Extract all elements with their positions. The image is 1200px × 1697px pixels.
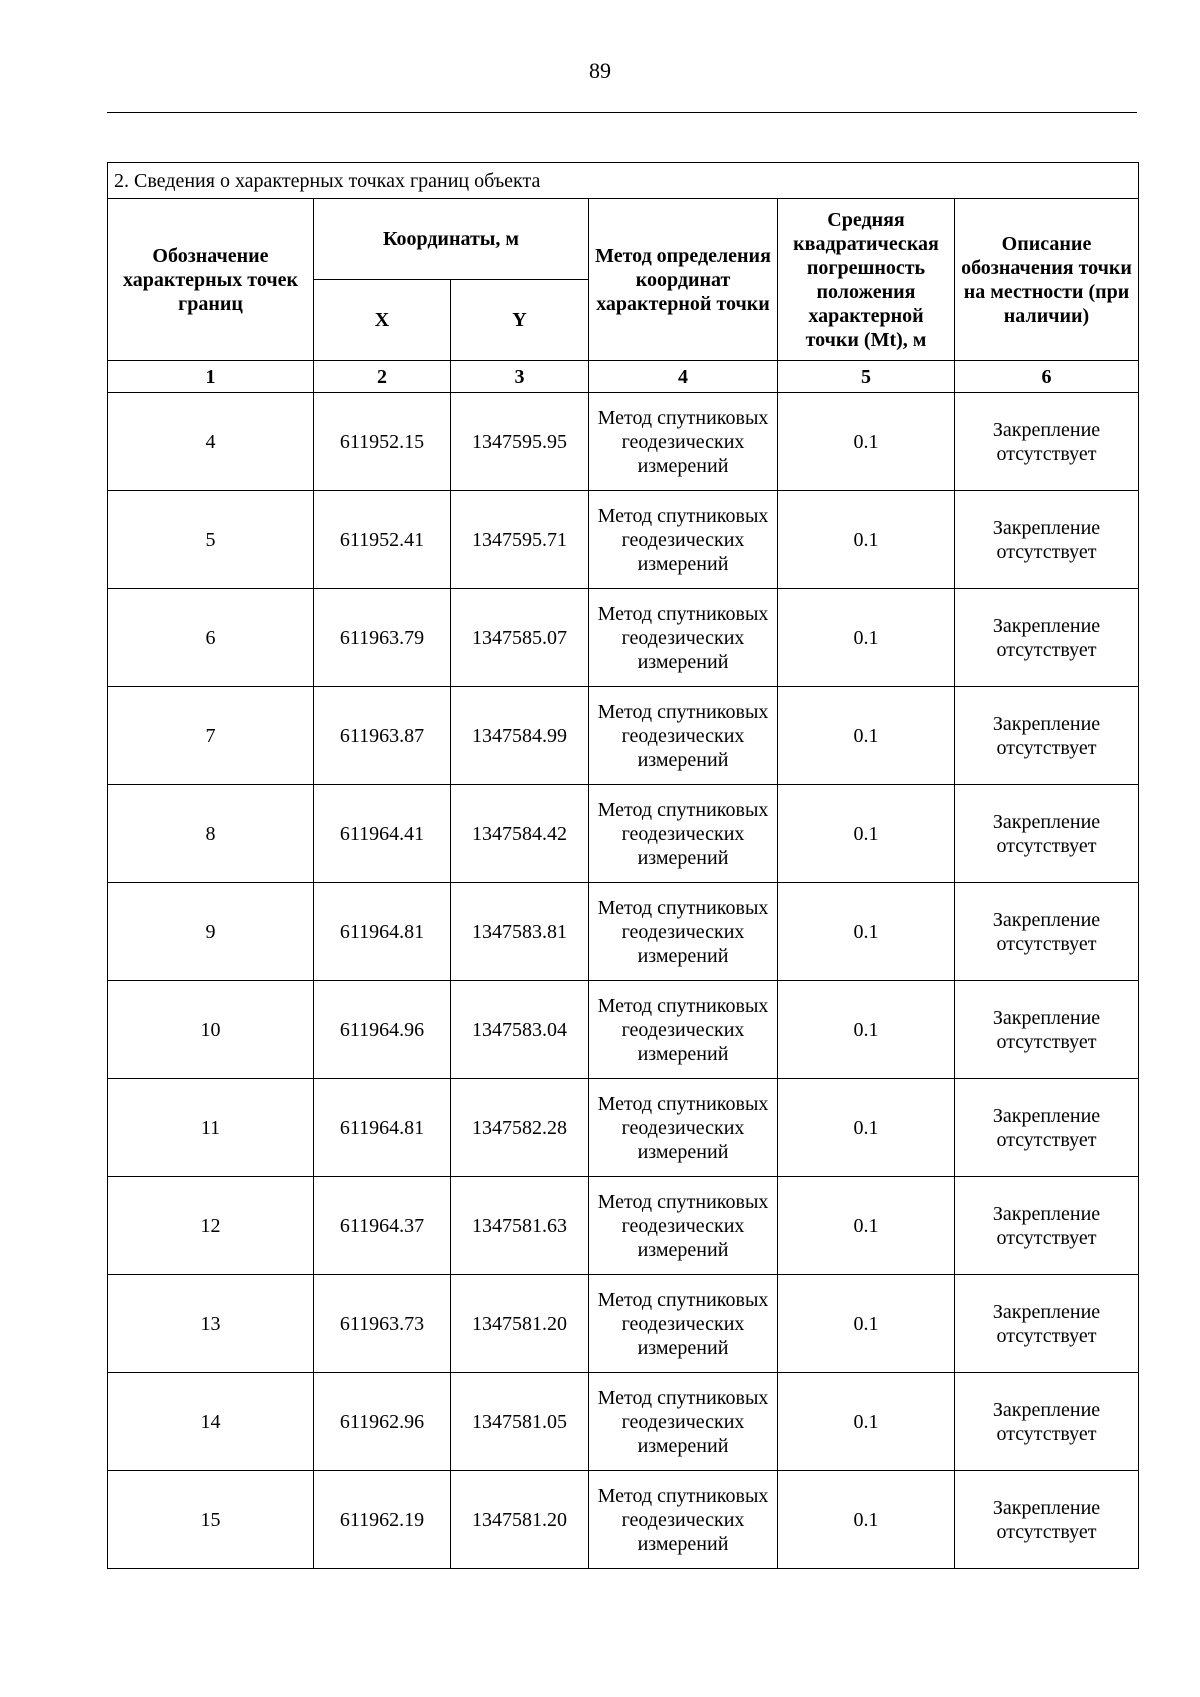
cell-x-coordinate: 611962.19 (314, 1471, 451, 1569)
cell-point-number: 8 (108, 785, 314, 883)
cell-point-number: 7 (108, 687, 314, 785)
cell-y-coordinate: 1347581.20 (451, 1275, 589, 1373)
column-number: 4 (589, 361, 778, 393)
cell-accuracy: 0.1 (778, 785, 955, 883)
table-row (108, 1471, 1139, 1569)
column-number: 6 (955, 361, 1139, 393)
cell-x-coordinate: 611962.96 (314, 1373, 451, 1471)
cell-accuracy: 0.1 (778, 1373, 955, 1471)
table-row (108, 393, 1139, 491)
cell-point-number: 4 (108, 393, 314, 491)
header-coordinates: Координаты, м (314, 199, 589, 280)
cell-x-coordinate: 611964.81 (314, 883, 451, 981)
table-row (108, 981, 1139, 1079)
header-x: X (314, 280, 451, 361)
cell-point-number: 14 (108, 1373, 314, 1471)
cell-accuracy: 0.1 (778, 883, 955, 981)
cell-description: Закрепление отсутствует (955, 1177, 1139, 1275)
table-row (108, 1079, 1139, 1177)
table-caption: 2. Сведения о характерных точках границ объекта (108, 163, 1139, 199)
cell-description: Закрепление отсутствует (955, 981, 1139, 1079)
cell-description: Закрепление отсутствует (955, 1079, 1139, 1177)
cell-method: Метод спутниковых геодезических измерений (589, 1373, 778, 1471)
cell-point-number: 5 (108, 491, 314, 589)
cell-x-coordinate: 611952.41 (314, 491, 451, 589)
cell-y-coordinate: 1347595.95 (451, 393, 589, 491)
cell-y-coordinate: 1347584.42 (451, 785, 589, 883)
page-number: 89 (589, 58, 611, 83)
table-row (108, 1373, 1139, 1471)
cell-x-coordinate: 611964.37 (314, 1177, 451, 1275)
cell-method: Метод спутниковых геодезических измерений (589, 785, 778, 883)
cell-accuracy: 0.1 (778, 1471, 955, 1569)
cell-method: Метод спутниковых геодезических измерений (589, 1079, 778, 1177)
cell-x-coordinate: 611963.79 (314, 589, 451, 687)
cell-point-number: 15 (108, 1471, 314, 1569)
cell-description: Закрепление отсутствует (955, 393, 1139, 491)
cell-point-number: 11 (108, 1079, 314, 1177)
cell-description: Закрепление отсутствует (955, 589, 1139, 687)
header-method: Метод определения координат характерной точки (589, 199, 778, 361)
cell-method: Метод спутниковых геодезических измерений (589, 883, 778, 981)
column-number: 5 (778, 361, 955, 393)
cell-y-coordinate: 1347581.20 (451, 1471, 589, 1569)
cell-description: Закрепление отсутствует (955, 883, 1139, 981)
cell-method: Метод спутниковых геодезических измерений (589, 393, 778, 491)
cell-method: Метод спутниковых геодезических измерений (589, 1275, 778, 1373)
table-body (108, 393, 1139, 1569)
cell-y-coordinate: 1347584.99 (451, 687, 589, 785)
cell-method: Метод спутниковых геодезических измерений (589, 1471, 778, 1569)
cell-description: Закрепление отсутствует (955, 687, 1139, 785)
cell-x-coordinate: 611964.41 (314, 785, 451, 883)
boundary-points-table (107, 162, 1139, 1569)
cell-accuracy: 0.1 (778, 491, 955, 589)
table-row (108, 589, 1139, 687)
cell-point-number: 9 (108, 883, 314, 981)
cell-accuracy: 0.1 (778, 687, 955, 785)
cell-accuracy: 0.1 (778, 1177, 955, 1275)
header-y: Y (451, 280, 589, 361)
cell-description: Закрепление отсутствует (955, 785, 1139, 883)
column-number: 1 (108, 361, 314, 393)
cell-method: Метод спутниковых геодезических измерений (589, 491, 778, 589)
cell-description: Закрепление отсутствует (955, 1275, 1139, 1373)
cell-x-coordinate: 611964.96 (314, 981, 451, 1079)
cell-y-coordinate: 1347585.07 (451, 589, 589, 687)
cell-point-number: 6 (108, 589, 314, 687)
cell-point-number: 13 (108, 1275, 314, 1373)
cell-method: Метод спутниковых геодезических измерений (589, 589, 778, 687)
cell-description: Закрепление отсутствует (955, 1373, 1139, 1471)
cell-method: Метод спутниковых геодезических измерений (589, 687, 778, 785)
header-description: Описание обозначения точки на местности (при наличии) (955, 199, 1139, 361)
cell-accuracy: 0.1 (778, 589, 955, 687)
cell-y-coordinate: 1347582.28 (451, 1079, 589, 1177)
cell-x-coordinate: 611964.81 (314, 1079, 451, 1177)
column-number: 3 (451, 361, 589, 393)
cell-x-coordinate: 611963.87 (314, 687, 451, 785)
cell-accuracy: 0.1 (778, 981, 955, 1079)
header-point-designation: Обозначение характерных точек границ (108, 199, 314, 361)
table-row (108, 1177, 1139, 1275)
table-row (108, 491, 1139, 589)
cell-y-coordinate: 1347583.04 (451, 981, 589, 1079)
cell-y-coordinate: 1347581.05 (451, 1373, 589, 1471)
cell-method: Метод спутниковых геодезических измерений (589, 981, 778, 1079)
cell-x-coordinate: 611963.73 (314, 1275, 451, 1373)
cell-accuracy: 0.1 (778, 393, 955, 491)
header-accuracy: Средняя квадратическая погрешность положения характерной точки (Mt), м (778, 199, 955, 361)
cell-description: Закрепление отсутствует (955, 491, 1139, 589)
column-number: 2 (314, 361, 451, 393)
cell-accuracy: 0.1 (778, 1079, 955, 1177)
cell-accuracy: 0.1 (778, 1275, 955, 1373)
table-row (108, 785, 1139, 883)
cell-y-coordinate: 1347595.71 (451, 491, 589, 589)
cell-y-coordinate: 1347583.81 (451, 883, 589, 981)
cell-description: Закрепление отсутствует (955, 1471, 1139, 1569)
header-rule (107, 112, 1137, 113)
cell-x-coordinate: 611952.15 (314, 393, 451, 491)
table-row (108, 883, 1139, 981)
cell-point-number: 10 (108, 981, 314, 1079)
cell-point-number: 12 (108, 1177, 314, 1275)
table-row (108, 687, 1139, 785)
cell-y-coordinate: 1347581.63 (451, 1177, 589, 1275)
table-row (108, 1275, 1139, 1373)
cell-method: Метод спутниковых геодезических измерений (589, 1177, 778, 1275)
